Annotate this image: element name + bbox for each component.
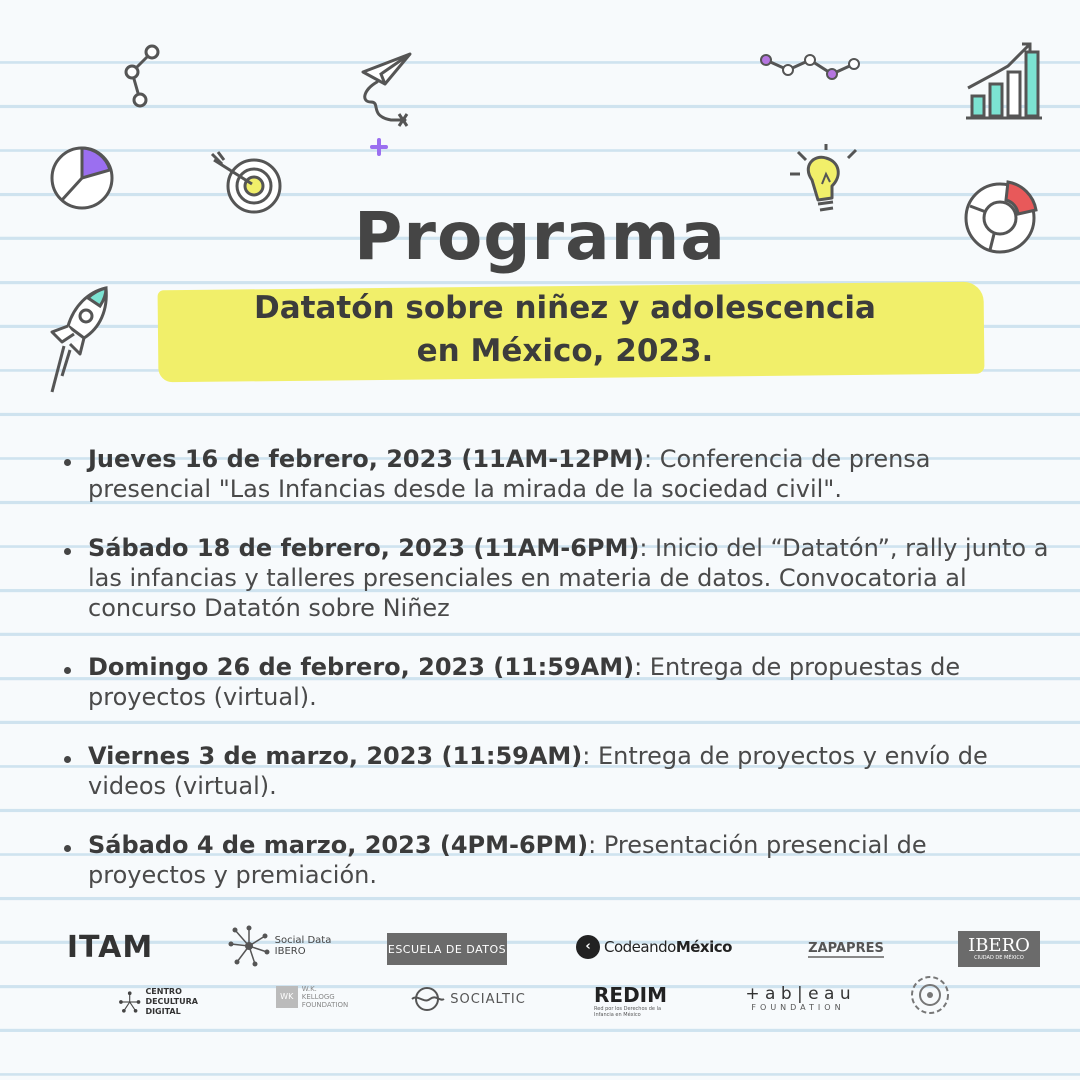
page-title: Programa <box>354 198 726 275</box>
schedule-item <box>62 652 1052 712</box>
ibero-logo: IBERO CIUDAD DE MÉXICO <box>958 931 1040 967</box>
schedule-date: Domingo 26 de febrero, 2023 (11:59AM) <box>88 653 635 681</box>
redim-logo: REDIM Red por los Derechos de la Infancia en México <box>594 983 668 1018</box>
emblem-logo <box>906 972 954 1018</box>
subtitle-line-2: en México, 2023. <box>416 333 714 369</box>
centro-cultura-digital-logo: CENTRO DECULTURA DIGITAL <box>118 982 198 1022</box>
schedule-date: Viernes 3 de marzo, 2023 (11:59AM) <box>88 742 583 770</box>
tableau-foundation-logo: + a b | e a u FOUNDATION <box>745 984 851 1012</box>
schedule-item <box>62 533 1052 623</box>
social-data-ibero-logo: Social Data IBERO <box>226 922 332 970</box>
schedule-list <box>62 444 1052 890</box>
schedule-description: : Conferencia de prensa presencial "Las Infancias desde la mirada de la sociedad civil". <box>88 445 931 503</box>
line-graph-icon <box>758 48 866 88</box>
socialtic-wave-icon <box>408 986 446 1012</box>
schedule-date: Jueves 16 de febrero, 2023 (11AM-12PM) <box>88 445 645 473</box>
schedule-description: : Entrega de proyectos y envío de videos (virtual). <box>88 742 988 800</box>
paper-plane-icon <box>355 50 415 160</box>
codeando-circle-icon: ‹ <box>576 935 600 959</box>
schedule-date: Sábado 4 de marzo, 2023 (4PM-6PM) <box>88 831 589 859</box>
ornamental-emblem-icon <box>908 973 952 1017</box>
escuela-de-datos-logo: ESCUELA DE DATOS <box>387 933 507 965</box>
network-star-icon <box>227 924 271 968</box>
subtitle <box>150 287 980 373</box>
schedule-description: : Presentación presencial de proyectos y premiación. <box>88 831 927 889</box>
schedule-item <box>62 444 1052 504</box>
subtitle-line-1: Datatón sobre niñez y adolescencia <box>254 290 876 326</box>
codeando-mexico-logo: ‹ Codeando México <box>576 932 736 962</box>
network-nodes-icon <box>118 42 166 112</box>
network-icon <box>118 986 141 1018</box>
rocket-icon <box>44 284 116 396</box>
itam-logo: ITAM <box>66 929 154 965</box>
schedule-item <box>62 830 1052 890</box>
zapapres-logo: ZAPAPRES <box>808 940 884 956</box>
kellogg-foundation-logo: WK W.K. KELLOGG FOUNDATION <box>272 982 352 1012</box>
schedule-description: : Inicio del “Datatón”, rally junto a las infancias y talleres presenciales en materia de datos. Convocatoria al concurso Datatón sobre Niñez <box>88 534 1049 622</box>
wk-monogram-icon: WK <box>276 986 298 1008</box>
socialtic-logo: SOCIALTIC <box>402 984 532 1014</box>
schedule-date: Sábado 18 de febrero, 2023 (11AM-6PM) <box>88 534 640 562</box>
schedule-description: : Entrega de propuestas de proyectos (virtual). <box>88 653 961 711</box>
bar-chart-growth-icon <box>964 38 1044 122</box>
schedule-item <box>62 741 1052 801</box>
